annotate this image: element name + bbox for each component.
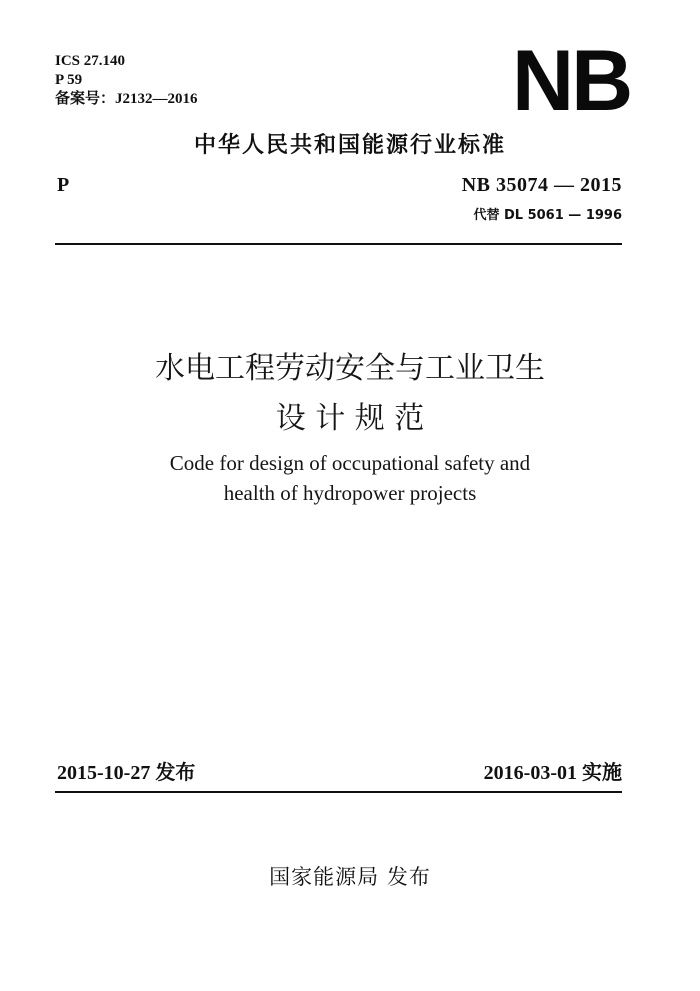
p-classification: P 59 [55,72,83,88]
bottom-divider [55,791,622,793]
issue-date: 2015-10-27 发布 [57,762,196,784]
ics-code: ICS 27.140 [55,53,126,69]
title-cn-line1: 水电工程劳动安全与工业卫生 [155,351,545,386]
issuing-authority: 国家能源局 发布 [269,865,431,889]
nb-logo: NB [512,33,631,129]
category-letter: P [57,174,70,196]
title-cn-line2: 设 计 规 范 [275,401,425,436]
record-number: 备案号：J2132—2016 [55,91,198,107]
top-divider [55,243,622,245]
standard-number: NB 35074 — 2015 [461,174,622,196]
effective-date: 2016-03-01 实施 [483,762,622,784]
title-en-line2: health of hydropower projects [223,481,477,505]
replaces-standard: 代替 DL 5061 — 1996 [473,208,622,223]
title-en-line1: Code for design of occupational safety and [169,451,531,475]
organization-title: 中华人民共和国能源行业标准 [193,133,506,158]
